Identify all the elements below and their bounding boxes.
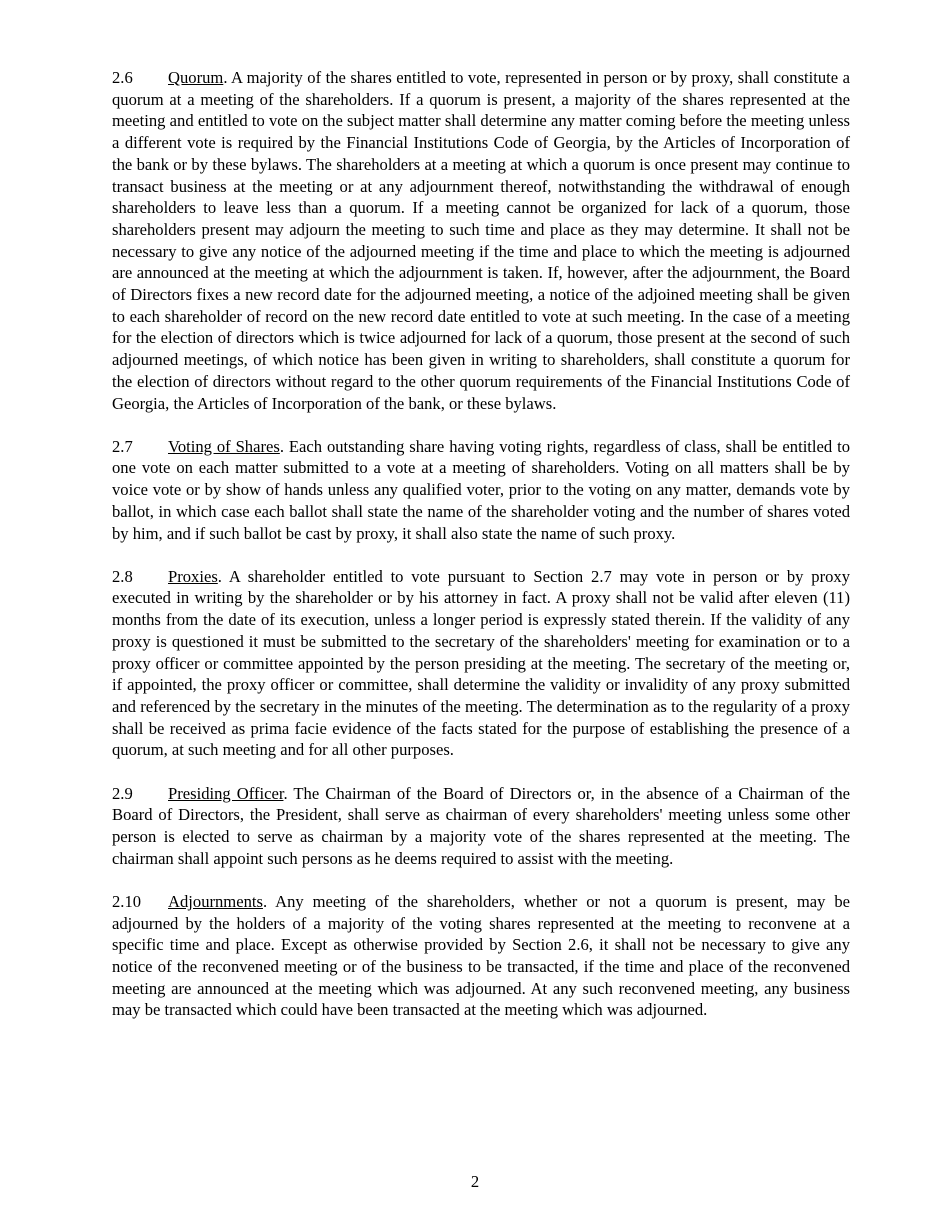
section-2-8-proxies bbox=[112, 566, 850, 761]
section-text: . Each outstanding share having voting rights, regardless of class, shall be entitled to one vote on each matter submitted to a vote at a meeting of shareholders. Voting on all matters shall be by voice vote or by show of hands unless any qualified voter, prior to the voting on any matter, demands vote by ballot, in which case each ballot shall state the name of the shareholder voting and the number of shares voted by him, and if such ballot be cast by proxy, it shall also state the name of such proxy. bbox=[112, 436, 850, 543]
section-heading: Presiding Officer bbox=[168, 783, 284, 803]
section-number: 2.6 bbox=[112, 68, 133, 87]
section-text: . Any meeting of the shareholders, whether or not a quorum is present, may be adjourned by the holders of a majority of the voting shares represented at the meeting to reconvene at a specific time and place. Except as otherwise provided by Section 2.6, it shall not be necessary to give any notice of the reconvened meeting or of the business to be transacted, if the time and place of the reconvened meeting are announced at the meeting which was adjourned. At any such reconvened meeting, any business may be transacted which could have been transacted at the meeting which was adjourned. bbox=[112, 891, 850, 1020]
section-text: . A shareholder entitled to vote pursuant to Section 2.7 may vote in person or by proxy executed in writing by the shareholder or by his attorney in fact. A proxy shall not be valid after eleven (11) months from the date of its execution, unless a longer period is expressly stated therein. If the validity of any proxy is questioned it must be submitted to the secretary of the shareholders' meeting for examination or to a proxy officer or committee appointed by the person presiding at the meeting. The secretary of the meeting or, if appointed, the proxy officer or committee, shall determine the validity or invalidity of any proxy submitted and referenced by the secretary in the minutes of the meeting. The determination as to the regularity of a proxy shall be received as prima facie evidence of the facts stated for the purpose of establishing the presence of a quorum, at such meeting and for all other purposes. bbox=[112, 566, 850, 760]
section-number: 2.7 bbox=[112, 436, 133, 456]
section-number: 2.10 bbox=[112, 891, 142, 911]
document-body bbox=[112, 67, 850, 1043]
section-text: . A majority of the shares entitled to vote, represented in person or by proxy, shall constitute a quorum at a meeting of the shareholders. If a quorum is present, a majority of the shares represented at the meeting and entitled to vote on the subject matter shall determine any matter coming before the meeting unless a different vote is required by the Financial Institutions Code of Georgia, by the Articles of Incorporation of the bank or by these bylaws. The shareholders at a meeting at which a quorum is once present may continue to transact business at the meeting or at any adjournment thereof, notwithstanding the withdrawal of enough shareholders to leave less than a quorum. If a meeting cannot be organized for lack of a quorum, those shareholders present may adjourn the meeting to such time and place as they may determine. It shall not be necessary to give any notice of the adjourned meeting if the time and place to which the meeting is adjourned are announced at the meeting at which the adjournment is taken. If, however, after the adjournment, the Board of Directors fixes a new record date for the adjourned meeting, a notice of the adjoined meeting shall be given to each shareholder of record on the new record date entitled to vote at such meeting. In the case of a meeting for the election of directors which is twice adjourned for lack of a quorum, those present at the second of such adjourned meetings, of which notice has been given in writing to shareholders, shall constitute a quorum for the election of directors without regard to the other quorum requirements of the Financial Institutions Code of Georgia, the Articles of Incorporation of the bank, or these bylaws. bbox=[112, 68, 850, 413]
section-2-9-presiding-officer bbox=[112, 783, 850, 870]
section-2-10-adjournments bbox=[112, 891, 850, 1021]
section-number: 2.9 bbox=[112, 783, 133, 803]
page-number: 2 bbox=[470, 1172, 480, 1191]
section-text: . The Chairman of the Board of Directors or, in the absence of a Chairman of the Board of Directors, the President, shall serve as chairman of every shareholders' meeting unless some other person is elected to serve as chairman by a majority vote of the shares represented at the meeting. The chairman shall appoint such persons as he deems required to assist with the meeting. bbox=[112, 783, 850, 868]
section-2-7-voting-of-shares bbox=[112, 436, 850, 545]
section-2-6-quorum bbox=[112, 67, 850, 414]
section-heading: Proxies bbox=[168, 566, 218, 586]
section-heading: Adjournments bbox=[168, 891, 263, 911]
section-heading: Voting of Shares bbox=[168, 436, 280, 456]
section-heading: Quorum bbox=[168, 68, 224, 87]
section-number: 2.8 bbox=[112, 566, 133, 586]
